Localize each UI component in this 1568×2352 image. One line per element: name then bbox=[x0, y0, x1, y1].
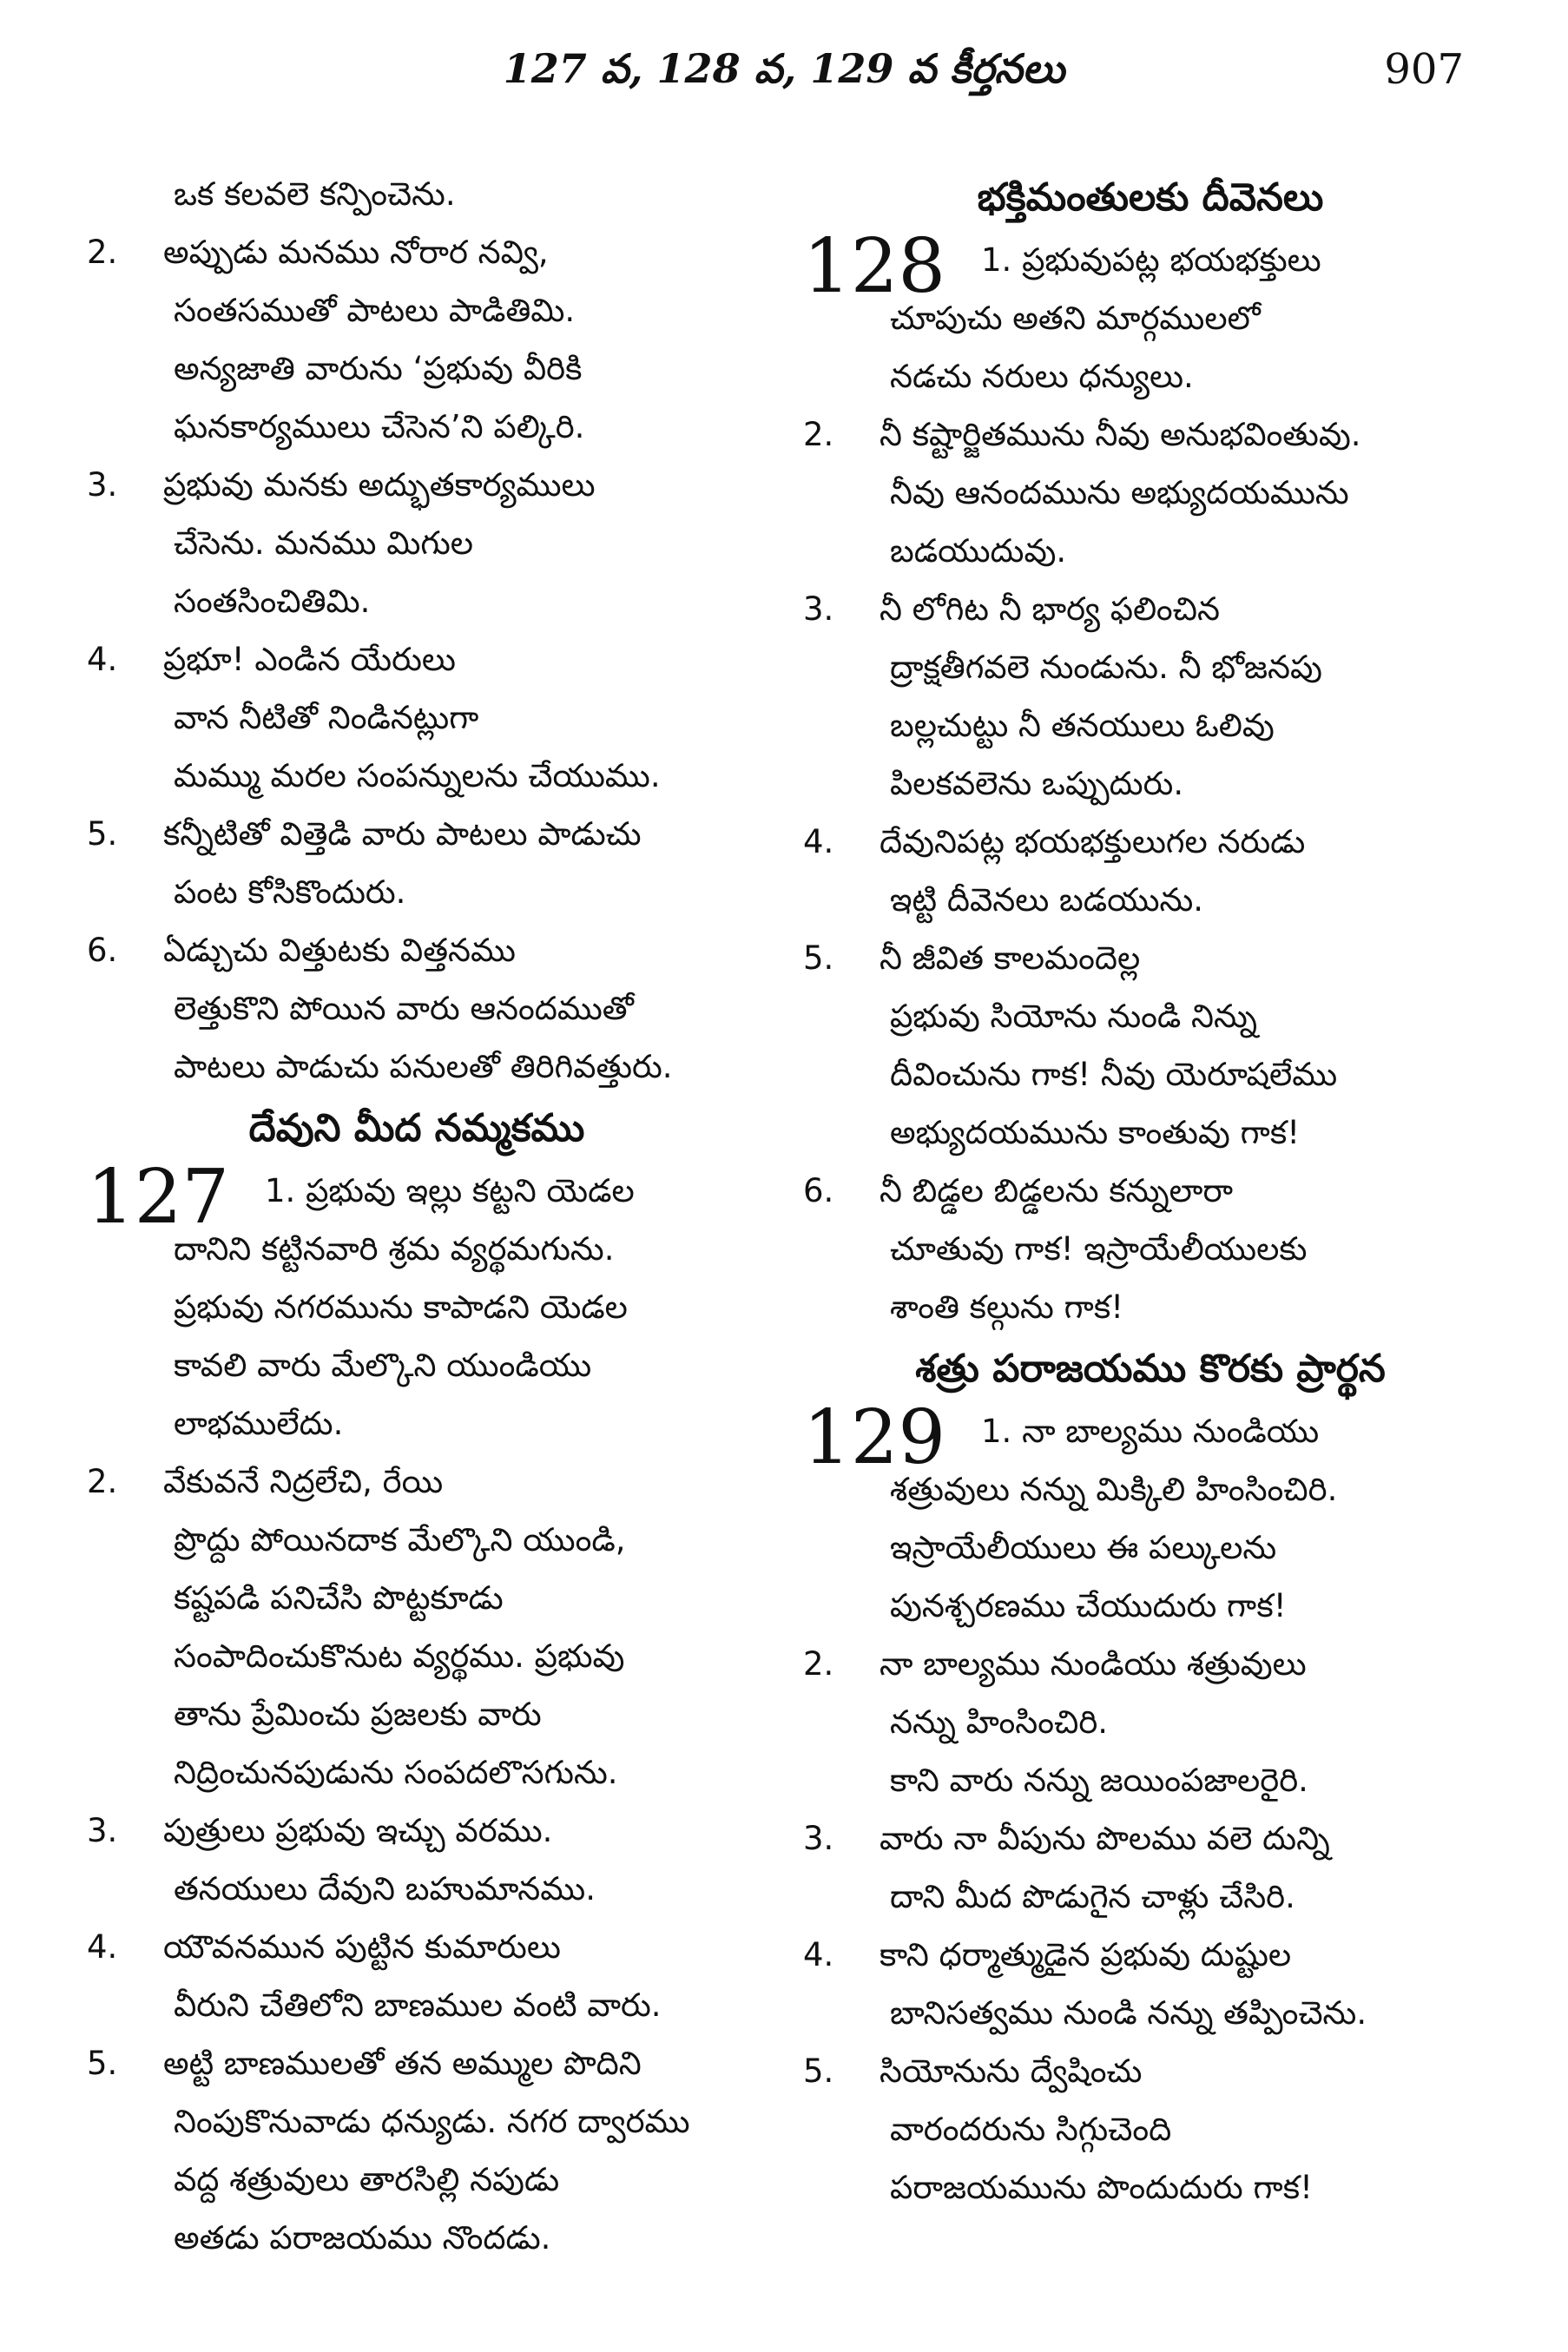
verse-text: పరాజయమును పొందుదురు గాక! bbox=[890, 2169, 1313, 2206]
verse-line bbox=[803, 580, 1498, 638]
verse-line bbox=[803, 405, 1498, 464]
verse-number: 6. bbox=[803, 1172, 834, 1209]
verse-line bbox=[87, 1278, 747, 1336]
verse-text: సంతసించితిమి. bbox=[174, 583, 371, 620]
verse-text: ప్రొద్దు పోయినదాక మేల్కొని యుండి, bbox=[174, 1521, 626, 1558]
verse-text: వారు నా వీపును పొలము వలె దున్ని bbox=[880, 1820, 1330, 1857]
verse-text: ప్రభువు మనకు అద్భుతకార్యములు bbox=[163, 466, 596, 504]
verse-line bbox=[803, 638, 1498, 696]
verse-number: 4. bbox=[803, 823, 834, 860]
left-column bbox=[87, 165, 747, 2336]
verse-text: వీరుని చేతిలోని బాణముల వంటి వారు. bbox=[174, 1986, 662, 2024]
verse-line bbox=[803, 1162, 1498, 1220]
verse-number: 6. bbox=[87, 932, 118, 969]
verse-line bbox=[87, 1743, 747, 1802]
verse-text: యౌవనమున పుట్టిన కుమారులు bbox=[163, 1928, 561, 1966]
verse-number: 3. bbox=[803, 1820, 834, 1857]
verse-line bbox=[803, 464, 1498, 522]
verse-text: పంట కోసికొందురు. bbox=[174, 873, 406, 911]
psalm-127-verses bbox=[87, 1278, 747, 2267]
psalm-129-number: 129 bbox=[803, 1394, 946, 1481]
verse-number: 3. bbox=[87, 466, 118, 504]
verse-text: అప్పుడు మనము నోరార నవ్వి, bbox=[163, 234, 549, 271]
verse-line bbox=[87, 921, 747, 979]
psalm-129-first-line: 1. నా బాల్యము నుండియు bbox=[981, 1413, 1320, 1450]
verse-line bbox=[87, 747, 747, 805]
verse-line bbox=[87, 339, 747, 398]
psalm-128-start bbox=[803, 223, 1498, 347]
verse-line bbox=[803, 1751, 1498, 1809]
verse-text: కాని ధర్మాత్ముడైన ప్రభువు దుష్టుల bbox=[880, 1936, 1292, 1973]
verse-line bbox=[803, 871, 1498, 929]
verse-number: 5. bbox=[803, 939, 834, 977]
verse-text: పునశ్చరణము చేయుదురు గాక! bbox=[890, 1587, 1287, 1624]
verse-text: నిద్రించునపుడును సంపదలొసగును. bbox=[174, 1754, 618, 1791]
verse-text: అతడు పరాజయము నొందడు. bbox=[174, 2219, 551, 2256]
running-title: 127 వ, 128 వ, 129 వ కీర్తనలు bbox=[503, 45, 1065, 92]
psalm-129-verses bbox=[803, 1519, 1498, 2217]
psalm-127-number: 127 bbox=[87, 1154, 230, 1241]
verse-number: 2. bbox=[803, 1645, 834, 1683]
verse-line bbox=[803, 696, 1498, 754]
verse-line bbox=[87, 688, 747, 747]
verse-text: సంపాదించుకొనుట వ్యర్థము. ప్రభువు bbox=[174, 1637, 625, 1675]
verse-line bbox=[803, 2042, 1498, 2100]
verse-text: ప్రభువు సియోను నుండి నిన్ను bbox=[890, 998, 1257, 1035]
psalm-128-verses bbox=[803, 347, 1498, 1336]
verse-line bbox=[803, 1278, 1498, 1336]
verse-text: దేవునిపట్ల భయభక్తులుగల నరుడు bbox=[880, 823, 1306, 860]
verse-line bbox=[803, 1693, 1498, 1751]
verse-line bbox=[87, 1453, 747, 1511]
verse-text: బడయుదువు. bbox=[890, 532, 1067, 570]
verse-number: 2. bbox=[87, 1463, 118, 1500]
verse-line bbox=[87, 1802, 747, 1860]
verse-text: ఒక కలవలె కన్పించెను. bbox=[174, 175, 456, 213]
verse-line bbox=[87, 1976, 747, 2034]
verse-number: 5. bbox=[803, 2052, 834, 2090]
verse-text: వాన నీటితో నిండినట్లుగా bbox=[174, 699, 479, 736]
psalm-129-start bbox=[803, 1394, 1498, 1519]
verse-line bbox=[87, 223, 747, 281]
verse-line bbox=[803, 1220, 1498, 1278]
verse-text: సంతసముతో పాటలు పాడితిమి. bbox=[174, 292, 576, 329]
verse-text: నీవు ఆనందమును అభ్యుదయమును bbox=[890, 474, 1349, 511]
verse-text: చేసెను. మనము మిగుల bbox=[174, 524, 473, 562]
verse-line bbox=[87, 2034, 747, 2092]
verse-text: సియోనును ద్వేషించు bbox=[880, 2052, 1143, 2090]
verse-line bbox=[87, 1569, 747, 1627]
psalm-129-title: శత్రు పరాజయము కొరకు ప్రార్థన bbox=[915, 1347, 1386, 1391]
psalm-128-title: భక్తిమంతులకు దీవెనలు bbox=[977, 175, 1324, 220]
verse-line bbox=[87, 456, 747, 514]
verse-line bbox=[803, 2100, 1498, 2158]
verse-text: లాభములేదు. bbox=[174, 1405, 344, 1442]
verse-text: ద్రాక్షతీగవలె నుండును. నీ భోజనపు bbox=[890, 649, 1322, 686]
verse-number: 5. bbox=[87, 2045, 118, 2082]
verse-text: చూతువు గాక! ఇస్రాయేలీయులకు bbox=[890, 1230, 1308, 1268]
verse-text: ఇస్రాయేలీయులు ఈ పల్కులను bbox=[890, 1529, 1277, 1566]
verse-line bbox=[87, 572, 747, 630]
verse-line bbox=[87, 1860, 747, 1918]
verse-line bbox=[87, 1394, 747, 1453]
verse-text: తనయులు దేవుని బహుమానము. bbox=[174, 1870, 596, 1907]
psalm-128-number: 128 bbox=[803, 223, 946, 310]
verse-text: తాను ప్రేమించు ప్రజలకు వారు bbox=[174, 1696, 542, 1733]
verse-line bbox=[87, 281, 747, 339]
verse-text: వద్ద శత్రువులు తారసిల్లి నపుడు bbox=[174, 2161, 560, 2198]
verse-line bbox=[803, 1104, 1498, 1162]
verse-line bbox=[87, 1918, 747, 1976]
psalm-127-title: దేవుని మీద నమ్మకము bbox=[248, 1106, 585, 1150]
verse-line bbox=[87, 398, 747, 456]
verse-line bbox=[87, 1685, 747, 1743]
verse-line bbox=[803, 1868, 1498, 1926]
verse-line bbox=[803, 1809, 1498, 1868]
psalm-127-second-line: దానిని కట్టినవారి శ్రమ వ్యర్థమగును. bbox=[174, 1230, 615, 1268]
right-column bbox=[803, 165, 1498, 2336]
psalm-128-second-line: చూపుచు అతని మార్గములలో bbox=[890, 300, 1261, 337]
verse-text: అన్యజాతి వారును ‘ప్రభువు వీరికి bbox=[174, 350, 583, 387]
verse-text: కాని వారు నన్ను జయింపజాలరైరి. bbox=[890, 1762, 1308, 1799]
verse-line bbox=[803, 522, 1498, 580]
verse-line bbox=[87, 2092, 747, 2151]
verse-line bbox=[803, 1577, 1498, 1635]
verse-number: 5. bbox=[87, 815, 118, 853]
verse-number: 3. bbox=[87, 1812, 118, 1849]
verse-number: 3. bbox=[803, 590, 834, 628]
verse-text: నన్ను హింసించిరి. bbox=[890, 1703, 1109, 1741]
verse-text: ప్రభూ! ఎండిన యేరులు bbox=[163, 641, 456, 678]
verse-text: బానిసత్వము నుండి నన్ను తప్పించెను. bbox=[890, 1994, 1367, 2032]
psalm-127-first-line: 1. ప్రభువు ఇల్లు కట్టని యెడల bbox=[265, 1172, 635, 1209]
verse-line bbox=[87, 1511, 747, 1569]
verse-text: అభ్యుదయమును కాంతువు గాక! bbox=[890, 1114, 1301, 1151]
verse-text: వేకువనే నిద్రలేచి, రేయి bbox=[163, 1463, 444, 1500]
verse-text: కావలి వారు మేల్కొని యుండియు bbox=[174, 1347, 592, 1384]
psalm-126-continuation bbox=[87, 165, 747, 1096]
verse-line bbox=[87, 514, 747, 572]
verse-text: కన్నీటితో విత్తెడి వారు పాటలు పాడుచు bbox=[163, 815, 642, 853]
verse-text: పిలకవలెను ఒప్పుదురు. bbox=[890, 765, 1184, 802]
page-header bbox=[0, 0, 1568, 130]
verse-line bbox=[803, 754, 1498, 813]
verse-number: 4. bbox=[87, 1928, 118, 1966]
psalm-129-second-line: శత్రువులు నన్ను మిక్కిలి హింసించిరి. bbox=[890, 1471, 1338, 1508]
verse-number: 2. bbox=[87, 234, 118, 271]
verse-text: ఏడ్చుచు విత్తుటకు విత్తనము bbox=[163, 932, 516, 969]
verse-text: లెత్తుకొని పోయిన వారు ఆనందముతో bbox=[174, 990, 634, 1027]
verse-text: నీ బిడ్డల బిడ్డలను కన్నులారా bbox=[880, 1172, 1233, 1209]
verse-number: 2. bbox=[803, 416, 834, 453]
verse-line bbox=[803, 1926, 1498, 1984]
verse-text: ఇట్టి దీవెనలు బడయును. bbox=[890, 881, 1204, 919]
verse-text: శాంతి కల్గును గాక! bbox=[890, 1288, 1124, 1326]
verse-line bbox=[803, 813, 1498, 871]
verse-line bbox=[803, 1519, 1498, 1577]
verse-line bbox=[803, 929, 1498, 987]
verse-line bbox=[87, 2151, 747, 2209]
verse-text: నా బాల్యము నుండియు శత్రువులు bbox=[880, 1645, 1307, 1683]
verse-text: పుత్రులు ప్రభువు ఇచ్చు వరము. bbox=[163, 1812, 553, 1849]
verse-text: దీవించును గాక! నీవు యెరూషలేము bbox=[890, 1056, 1338, 1093]
verse-line bbox=[803, 987, 1498, 1045]
verse-text: నీ కష్టార్జితమును నీవు అనుభవింతువు. bbox=[880, 416, 1361, 453]
verse-number: 4. bbox=[87, 641, 118, 678]
verse-line bbox=[803, 347, 1498, 405]
page-number: 907 bbox=[1384, 45, 1464, 94]
verse-text: పాటలు పాడుచు పనులతో తిరిగివత్తురు. bbox=[174, 1048, 673, 1085]
verse-line bbox=[803, 2158, 1498, 2217]
verse-text: నింపుకొనువాడు ధన్యుడు. నగర ద్వారము bbox=[174, 2103, 690, 2140]
verse-line bbox=[803, 1635, 1498, 1693]
verse-text: ఘనకార్యములు చేసెన’ని పల్కిరి. bbox=[174, 408, 585, 445]
verse-line bbox=[87, 1038, 747, 1096]
verse-text: నీ జీవిత కాలమందెల్ల bbox=[880, 939, 1141, 977]
verse-text: వారందరును సిగ్గుచెంది bbox=[890, 2111, 1172, 2148]
verse-text: మమ్ము మరల సంపన్నులను చేయుము. bbox=[174, 757, 661, 794]
verse-line bbox=[87, 863, 747, 921]
verse-text: ప్రభువు నగరమును కాపాడని యెడల bbox=[174, 1288, 628, 1326]
verse-text: బల్లచుట్టు నీ తనయులు ఓలివు bbox=[890, 707, 1275, 744]
verse-line bbox=[87, 1627, 747, 1685]
verse-line bbox=[87, 165, 747, 223]
verse-line bbox=[87, 979, 747, 1038]
verse-text: నీ లోగిట నీ భార్య ఫలించిన bbox=[880, 590, 1220, 628]
verse-line bbox=[87, 1336, 747, 1394]
verse-line bbox=[803, 1984, 1498, 2042]
verse-text: అట్టి బాణములతో తన అమ్ముల పొదిని bbox=[163, 2045, 642, 2082]
verse-text: నడచు నరులు ధన్యులు. bbox=[890, 358, 1194, 395]
psalm-128-first-line: 1. ప్రభువుపట్ల భయభక్తులు bbox=[981, 241, 1321, 279]
verse-text: కష్టపడి పనిచేసి పొట్టకూడు bbox=[174, 1579, 504, 1617]
psalm-127-start bbox=[87, 1154, 747, 1278]
verse-line bbox=[87, 630, 747, 688]
verse-line bbox=[87, 2209, 747, 2267]
verse-number: 4. bbox=[803, 1936, 834, 1973]
verse-text: దాని మీద పొడుగైన చాళ్లు చేసిరి. bbox=[890, 1878, 1295, 1915]
verse-line bbox=[803, 1045, 1498, 1104]
verse-line bbox=[87, 805, 747, 863]
